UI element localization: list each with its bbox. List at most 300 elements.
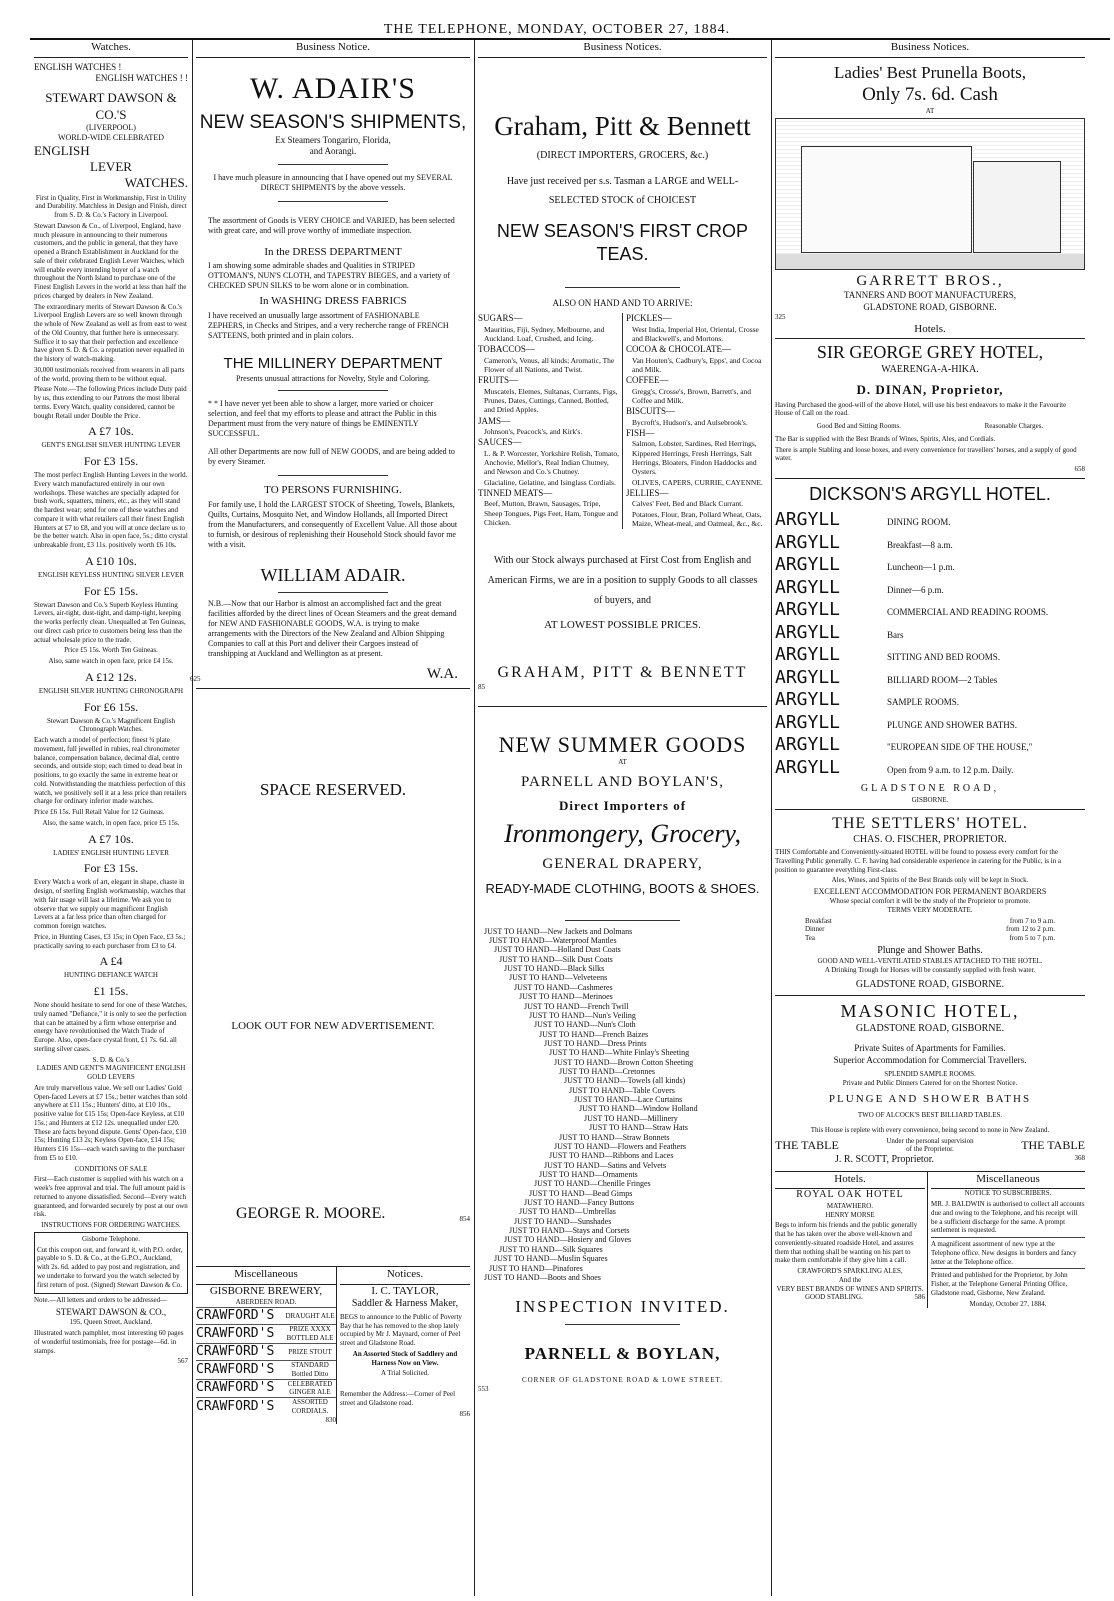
grocery-item	[626, 406, 767, 427]
price: A £4	[99, 954, 123, 969]
headline: NEW SEASON'S SHIPMENTS,	[199, 112, 467, 134]
price: For £5 15s.	[83, 583, 139, 598]
paragraph: MR. J. BALDWIN is authorised to collect all accounts due and owing to the Telephone, and his receipt will be a sufficient discharge for the same. A prompt settlement is requested.	[931, 1200, 1085, 1235]
grocery-heading: SUGARS—	[478, 313, 523, 324]
paragraph: For family use, I hold the LARGEST STOCK of Sheeting, Towels, Blankets, Quilts, Curtains, Mosquito Net, and Window Hollands, all Imported Direct from the Manufacturers, and consequently of Excellent Value. All those about to furnish, or desirous of replenishing their Household Stock should favor me with a visit.	[208, 499, 458, 549]
paragraph: Cut this coupon out, and forward it, with P.O. order, payable to S. D. & Co., at the G.P.O., Auckland, with 2s. 6d. added to pay post and registration, and we undertake to forward you the watch selected by first return of post. (Signed) Stewart Dawson & Co.	[37, 1245, 183, 1289]
paragraph: Whose special comfort it will be the study of the Proprietor to promote.	[829, 897, 1031, 905]
ad-number: 553	[478, 1384, 489, 1393]
just-to-hand-line: JUST TO HAND—Dress Prints	[544, 1038, 647, 1048]
section-heading: Miscellaneous	[931, 1172, 1085, 1190]
crawford-word: CRAWFORD'S	[196, 1380, 275, 1396]
subheading: AT	[925, 106, 935, 115]
coupon-title: Gisborne Telephone.	[81, 1234, 141, 1243]
paragraph: And the	[838, 1275, 862, 1284]
hotel-name: MASONIC HOTEL,	[840, 1001, 1020, 1022]
crawford-product: PRIZE XXXX BOTTLED ALE	[286, 1325, 334, 1342]
grocery-detail: L. & P. Worcester, Yorkshire Relish, Tomato, Anchovie, Mellor's, Real Indian Chutney, and Newson and Co.'s Chutney.	[484, 448, 619, 477]
subheading: WORLD-WIDE CELEBRATED	[58, 132, 164, 142]
paragraph: Private and Public Dinners Catered for on the Shortest Notice.	[842, 1078, 1018, 1087]
advertiser-name: W. ADAIR'S	[250, 71, 416, 105]
argyll-detail: Luncheon—1 p.m.	[887, 562, 955, 573]
proprietor: D. DINAN, Proprietor,	[856, 382, 1004, 398]
argyll-word: ARGYLL	[775, 531, 841, 553]
argyll-detail: Dinner—6 p.m.	[887, 584, 944, 595]
headline: LOOK OUT FOR NEW ADVERTISEMENT.	[231, 1020, 435, 1032]
subheading: Saddler & Harness Maker,	[351, 1298, 459, 1310]
paragraph: Having Purchased the good-will of the above Hotel, will use his best endeavors to make it the Favourite House of Call on the road.	[775, 400, 1067, 418]
grocery-heading: SAUCES—	[478, 437, 522, 448]
section-heading: Business Notice.	[196, 40, 470, 58]
hotel-name: THE SETTLERS' HOTEL.	[832, 814, 1028, 832]
paragraph: I have received an unusually large assortment of FASHIONABLE ZEPHERS, in Checks and Stripes, and a very recherche range of FRENCH SATTEENS, both printed and in plain colors.	[208, 311, 449, 340]
section-heading: Hotels.	[775, 322, 1085, 340]
paragraph: Price, in Hunting Cases, £3 15s; in Open Face, £3 5s.; practically saving to each purchaser from £3 to £4.	[34, 932, 186, 950]
argyll-row	[775, 644, 1085, 667]
paragraph: Reasonable Charges.	[984, 422, 1044, 430]
ad-number: 830	[325, 1415, 336, 1424]
crawford-product: CELEBRATED GINGER ALE	[287, 1379, 333, 1397]
paragraph: Under the personal supervision of the Proprietor.	[886, 1136, 974, 1154]
subheading: VERY BEST BRANDS OF WINES AND SPIRITS.	[776, 1284, 924, 1293]
paragraph: Stewart Dawson and Co.'s Superb Keyless Hunting Levers, air-tight, dust-tight, and damp-tight, keeping the works perfectly clean. Unequalled at Ten Guineas, our direct cash price to customers being less than the actual wholesale price to the trade.	[34, 600, 186, 644]
subheading: AT LOWEST POSSIBLE PRICES.	[544, 619, 701, 632]
subheading: and Aorangi.	[309, 146, 357, 157]
divider	[278, 201, 388, 202]
firm-name: STEWART DAWSON & CO.,	[55, 1307, 167, 1317]
just-to-hand-line: JUST TO HAND—Nun's Veiling	[529, 1010, 636, 1020]
grocery-item	[626, 344, 767, 374]
just-to-hand-line: JUST TO HAND—Straw Hats	[589, 1123, 688, 1133]
subheading: GOOD STABLING.	[805, 1293, 863, 1302]
just-to-hand-line: JUST TO HAND—Ornaments	[539, 1169, 638, 1179]
ad-number: 854	[459, 1215, 470, 1223]
argyll-word: ARGYLL	[775, 711, 841, 733]
meal-row	[805, 934, 1055, 943]
meal-row	[805, 917, 1055, 926]
grocery-detail: West India, Imperial Hot, Oriental, Crosse and Blackwell's, and Mortons.	[632, 324, 759, 343]
paragraph: First—Each customer is supplied with his watch on a week's free approval and trial. The full amount paid is returned to anyone dissatisfied. Second—Every watch guaranteed, and forwarded securely by post at our own risk.	[34, 1175, 188, 1219]
signature: WILLIAM ADAIR.	[260, 564, 406, 585]
brand-sub: (LIVERPOOL)	[86, 122, 136, 132]
crawford-word: CRAWFORD'S	[196, 1398, 275, 1414]
section-heading: Hotels.	[775, 1172, 925, 1190]
headline: NEW SEASON'S FIRST CROP TEAS.	[496, 221, 749, 264]
argyll-row	[775, 622, 1085, 645]
divider	[278, 592, 388, 593]
signature-initials: W.A.	[426, 666, 458, 682]
paragraph: A magnificent assortment of new type at the Telephone office. New designs in borders and fancy letter at the Telephone office.	[931, 1237, 1085, 1266]
grocery-item	[626, 313, 767, 343]
hotel-name: ROYAL OAK HOTEL	[796, 1189, 904, 1201]
just-to-hand-line: JUST TO HAND—Straw Bonnets	[559, 1132, 670, 1142]
just-to-hand-line: JUST TO HAND—Pinafores	[489, 1263, 583, 1273]
just-to-hand-line: JUST TO HAND—Silk Dust Coats	[499, 954, 613, 964]
just-to-hand-line: JUST TO HAND—White Finlay's Sheeting	[549, 1048, 690, 1058]
argyll-detail: SAMPLE ROOMS.	[887, 697, 960, 708]
grocery-heading: TOBACCOS—	[478, 344, 535, 355]
argyll-detail: Bars	[887, 629, 904, 640]
meal-time: from 12 to 2 p.m.	[1006, 925, 1055, 934]
just-to-hand-line: JUST TO HAND—Fancy Buttons	[524, 1198, 635, 1208]
grocery-item	[626, 375, 767, 405]
advertiser-name: I. C. TAYLOR,	[371, 1284, 439, 1297]
advertiser-name: GISBORNE BREWERY,	[209, 1284, 323, 1297]
grocery-detail: Potatoes, Flour, Bran, Pollard Wheat, Oats, Maize, Wheat-meal, and Oatmeal, &c., &c.	[632, 509, 763, 528]
divider	[278, 390, 388, 391]
crawford-word: CRAWFORD'S	[196, 1343, 275, 1359]
headline: NEW SUMMER GOODS	[498, 731, 747, 757]
grocery-detail: Mauritius, Fiji, Sydney, Melbourne, and Auckland. Loaf, Crushed, and Icing.	[484, 324, 605, 343]
grocery-detail: Muscatels, Elemes, Sultanas, Currants, Figs, Prunes, Dates, Cuttings, Canned, Bottled, and Dried Apples.	[484, 386, 618, 415]
argyll-detail: DINING ROOM.	[887, 517, 951, 528]
hotel-name: DICKSON'S ARGYLL HOTEL.	[809, 483, 1051, 504]
argyll-row	[775, 532, 1085, 555]
column-rule	[474, 40, 475, 1596]
grocery-detail: Johnson's, Peacock's, and Kirk's.	[484, 426, 583, 436]
argyll-word: ARGYLL	[775, 644, 841, 666]
paragraph: Illustrated watch pamphlet, most interesting 60 pages of wonderful testimonials, free for postage—6d. in stamps.	[34, 1329, 184, 1355]
address: MATAWHERO.	[826, 1201, 874, 1210]
grocery-detail: Calves' Feet, Bed and Black Currant.	[632, 499, 744, 509]
grocery-item	[478, 488, 619, 527]
ad-number: 856	[459, 1409, 470, 1418]
argyll-detail: COMMERCIAL AND READING ROOMS.	[887, 607, 1049, 618]
just-to-hand-line: JUST TO HAND—Cretonnes	[559, 1067, 656, 1077]
grocery-heading: JAMS—	[478, 415, 511, 426]
grocery-detail: Glacialine, Gelatine, and Isinglass Cordials.	[484, 477, 616, 487]
argyll-word: ARGYLL	[775, 734, 841, 756]
price: For £6 15s.	[83, 699, 139, 714]
just-to-hand-line: JUST TO HAND—Boots and Shoes	[484, 1272, 601, 1282]
paragraph: Each watch a model of perfection; finest ¾ plate movement, full jewelled in rubies, real chronometer balance, compensation balance, decimal dial, centre seconds, and outside stop; each timed to dead beat in positions, to go exactly the same in extreme heat or cold. Notwithstanding the matchless perfection of this watch, we positively sell it at a less price than retailers charge for ordinary inferior made watches.	[34, 736, 187, 806]
argyll-row	[775, 757, 1085, 780]
paragraph: The Bar is supplied with the Best Brands of Wines, Spirits, Ales, and Cordials.	[775, 434, 996, 443]
address: GLADSTONE ROAD, GISBORNE.	[855, 978, 1005, 990]
crawford-brewery-ad	[196, 1267, 337, 1425]
grocery-item	[626, 428, 767, 477]
price: A £7 10s.	[88, 831, 134, 846]
paragraph: * * I have never yet been able to show a larger, more varied or choicer selection, and feel that my efforts to please and attract the Public in this Department must from the very nature of things be EMINENTLY SUCCESSFUL.	[208, 398, 437, 438]
paragraph: With our Stock always purchased at First Cost from English and American Firms, we are in a position to supply Goods to all classes of buyers, and	[487, 555, 758, 607]
brand-name: STEWART DAWSON & CO.'S	[45, 90, 177, 122]
grocery-item	[626, 510, 767, 529]
subheading: ALSO ON HAND AND TO ARRIVE:	[552, 298, 693, 308]
argyll-word: ARGYLL	[775, 666, 841, 688]
subheading: THE TABLE	[1021, 1137, 1085, 1152]
grocery-item	[478, 344, 619, 374]
subheading: Presents unusual attractions for Novelty, Style and Coloring.	[236, 373, 430, 383]
crawford-row	[196, 1307, 336, 1324]
subheading: NOTICE TO SUBSCRIBERS.	[964, 1189, 1052, 1198]
crawford-row	[196, 1379, 336, 1398]
ad-number: 368	[1074, 1154, 1085, 1162]
subheading: Ex Steamers Tongariro, Florida,	[275, 135, 391, 145]
section-heading: Watches.	[34, 40, 188, 58]
meal-name: Tea	[805, 934, 816, 942]
argyll-row	[775, 554, 1085, 577]
royal-oak-ad	[775, 1172, 928, 1309]
divider	[565, 287, 681, 288]
proprietor: CHAS. O. FISCHER, PROPRIETOR.	[853, 833, 1007, 845]
paragraph: GOOD AND WELL-VENTILATED STABLES ATTACHED TO THE HOTEL.	[817, 957, 1043, 966]
paragraph: The assortment of Goods is VERY CHOICE and VARIED, has been selected with great care, and will prove worthy of immediate inspection.	[208, 215, 455, 235]
subheading: Private Suites of Apartments for Families.	[854, 1043, 1006, 1054]
column-rule	[192, 40, 193, 1596]
price: A £12 12s.	[85, 669, 137, 684]
grocery-heading: FISH—	[626, 427, 655, 438]
paragraph: Price £6 15s. Full Retail Value for 12 Guineas.	[34, 808, 165, 816]
subheading: Superior Accommodation for Commercial Travellers.	[833, 1054, 1027, 1065]
meal-name: Breakfast	[805, 916, 832, 925]
paragraph: I have much pleasure in announcing that I have opened out my SEVERAL DIRECT SHIPMENTS by the above vessels.	[213, 172, 453, 192]
headline: ENGLISH	[34, 142, 90, 158]
argyll-detail: BILLIARD ROOM—2 Tables	[887, 674, 998, 685]
headline: THE MILLINERY DEPARTMENT	[223, 355, 443, 372]
column-rule	[771, 40, 772, 1596]
just-to-hand-line: JUST TO HAND—Cashmeres	[514, 982, 613, 992]
paragraph: Price £5 15s. Worth Ten Guineas.	[64, 646, 158, 655]
argyll-word: ARGYLL	[775, 554, 841, 576]
column-business-notices	[478, 40, 767, 1596]
grocery-item	[626, 478, 767, 487]
argyll-word: ARGYLL	[775, 756, 841, 778]
price: A £7 10s.	[88, 424, 134, 439]
grocery-heading: PICKLES—	[626, 313, 672, 324]
paragraph: Good Bed and Sitting Rooms.	[816, 422, 901, 430]
crawford-product: ASSORTED CORDIALS.	[291, 1398, 329, 1415]
argyll-detail: Open from 9 a.m. to 12 p.m. Daily.	[887, 764, 1014, 775]
headline: LEVER	[90, 159, 132, 174]
divider	[278, 164, 388, 165]
product-title: GENT'S ENGLISH SILVER HUNTING LEVER	[41, 441, 181, 450]
grocery-heading: BISCUITS—	[626, 406, 676, 417]
divider	[775, 995, 1085, 996]
storefront-engraving	[775, 118, 1085, 270]
ad-number: 658	[1074, 465, 1085, 473]
grocery-heading: FRUITS—	[478, 375, 519, 386]
paragraph: The most perfect English Hunting Levers in the world. Every watch manufactured entirely in our own workshops. These watches are specially adapted for bush work, squatters, miners, etc., as they will stand the hardest wear; send for one of these watches and compare it with what retailers call their finest English Hunters at £7 to £8, and you will at once declare us to be the better watch. Also in open face, 5s.; ditto crystal unbreakable front, £3 11s. positively worth £6 10s.	[34, 471, 188, 549]
crawford-word: CRAWFORD'S	[196, 1361, 275, 1377]
just-to-hand-line: JUST TO HAND—Millinery	[584, 1113, 678, 1123]
just-to-hand-line: JUST TO HAND—Hosiery and Gloves	[504, 1235, 632, 1245]
subheading: S. D. & Co.'s	[92, 1055, 130, 1064]
column-watches	[34, 40, 188, 1596]
divider	[478, 706, 767, 707]
just-to-hand-line: JUST TO HAND—Umbrellas	[519, 1207, 616, 1217]
paragraph: Every Watch a work of art, elegant in shape, chaste in design, of sterling English workmanship, watches that with fair usage will last a lifetime. We ask you to observe that we supply our magnificent English Levers at a far less price than often charged for common foreign watches.	[34, 878, 186, 930]
grocery-detail: Salmon, Lobster, Sardines, Red Herrings, Kippered Herrings, Fresh Herrings, Salt Herrings, Bloaters, Findon Haddocks and Oysters.	[632, 439, 757, 477]
crawford-word: CRAWFORD'S	[196, 1308, 275, 1323]
subheading: TO PERSONS FURNISHING.	[264, 483, 402, 496]
argyll-detail: Breakfast—8 a.m.	[887, 539, 953, 550]
paragraph: Have just received per s.s. Tasman a LARGE and WELL-SELECTED STOCK of CHOICEST	[506, 176, 739, 206]
just-to-hand-line: JUST TO HAND—Bead Gimps	[529, 1188, 633, 1198]
argyll-list	[775, 509, 1085, 779]
divider	[565, 920, 681, 921]
crawford-row	[196, 1397, 336, 1416]
column-business-notice	[190, 40, 470, 1596]
masthead: THE TELEPHONE, MONDAY, OCTOBER 27, 1884.	[383, 22, 731, 37]
subheading: LADIES AND GENT'S MAGNIFICENT ENGLISH GOLD LEVERS	[36, 1064, 186, 1081]
grocery-heading: COCOA & CHOCOLATE—	[626, 344, 732, 355]
proprietor: HENRY MORSE	[825, 1210, 875, 1219]
just-to-hand-line: JUST TO HAND—Black Silks	[504, 964, 605, 974]
address: GLADSTONE ROAD, GISBORNE.	[863, 301, 997, 312]
paragraph: A Trial Solicited.	[380, 1369, 430, 1378]
subheading: SPLENDID SAMPLE ROOMS.	[884, 1069, 976, 1078]
grocery-heading: COFFEE—	[626, 375, 669, 386]
just-to-hand-line: JUST TO HAND—Holland Dust Coats	[494, 945, 621, 955]
subheading: TWO OF ALCOCK'S BEST BILLIARD TABLES.	[857, 1111, 1003, 1119]
price: A £10 10s.	[85, 553, 137, 568]
just-to-hand-line: JUST TO HAND—Velveteens	[509, 973, 608, 983]
subheading: GENERAL DRAPERY,	[542, 855, 703, 872]
just-to-hand-line: JUST TO HAND—Sunshades	[514, 1216, 612, 1226]
heading: ENGLISH WATCHES !	[34, 61, 122, 72]
product-title: ENGLISH KEYLESS HUNTING SILVER LEVER	[38, 570, 184, 579]
proprietor: J. R. SCOTT, Proprietor.	[835, 1154, 934, 1165]
address: GLADSTONE ROAD, GISBORNE.	[855, 1022, 1005, 1034]
argyll-word: ARGYLL	[775, 689, 841, 711]
grocery-item	[478, 313, 619, 343]
section-heading: Notices.	[340, 1267, 470, 1285]
headline: WATCHES.	[124, 175, 188, 191]
grocery-item	[478, 375, 619, 414]
subheading: INSTRUCTIONS FOR ORDERING WATCHES.	[41, 1221, 181, 1229]
paragraph: THIS Comfortable and Conveniently-situated HOTEL will be found to possess every comfort for the Travelling Public generally. C. F. having had considerable experience in catering for the Public, is in a position to guarantee everything First-class.	[775, 848, 1062, 874]
just-to-hand-line: JUST TO HAND—Chenille Fringes	[534, 1179, 651, 1189]
subheading: EXCELLENT ACCOMMODATION FOR PERMANENT BOARDERS	[813, 887, 1047, 896]
argyll-row	[775, 509, 1085, 532]
section-heading: Miscellaneous	[196, 1267, 336, 1285]
meal-time: from 7 to 9 a.m.	[1009, 916, 1055, 925]
grocery-list-right	[623, 313, 767, 529]
price-headline: Only 7s. 6d. Cash	[862, 84, 998, 105]
address: 195, Queen Street, Auckland.	[69, 1318, 153, 1327]
just-to-hand-line: JUST TO HAND—Waterproof Mantles	[489, 935, 617, 945]
paragraph: The extraordinary merits of Stewart Dawson & Co.'s Liverpool English Levers are so well known through the whole of New Zealand as well as from east to west of the Old Country, that further here is unnecessary. Suffice it to say that their perfection and excellence have given S. D. & Co. a reputation never equalled in the history of watch-making.	[34, 302, 187, 363]
just-to-hand-line: JUST TO HAND—Stays and Corsets	[509, 1226, 630, 1236]
paragraph: Are truly marvellous value. We sell our Ladies' Gold Open-faced Levers at £7 15s.; better watches than sold anywhere at £11 15s.; Hunters' ditto, at £10 10s., positive value for £15 15s; Open-face Keyless, at £10 15s.; and Hunters at £12 12s. unequalled under £20. These are facts beyond dispute. Gents' Open-face, £10 15s; Hunting £13 2s; Keyless Open-face, £14 15s; Hunters £16 15s—each watch saving to the purchaser from £5 to £10.	[34, 1083, 188, 1162]
paragraph: Also, same watch in open face, price £4 15s.	[48, 657, 174, 665]
divider	[775, 809, 1085, 810]
paragraph: All other Departments are now full of NEW GOODS, and are being added to by every Steamer.	[208, 446, 455, 466]
just-to-hand-line: JUST TO HAND—New Jackets and Dolmans	[484, 926, 633, 936]
just-to-hand-line: JUST TO HAND—Brown Cotton Sheeting	[554, 1057, 694, 1067]
grocery-detail: Van Houten's, Cadbury's, Epps', and Cocoa and Milk.	[632, 355, 762, 374]
argyll-word: ARGYLL	[775, 599, 841, 621]
advertiser-name: Graham, Pitt & Bennett	[494, 110, 751, 141]
subheading: In WASHING DRESS FABRICS	[259, 295, 407, 308]
product-title: ENGLISH SILVER HUNTING CHRONOGRAPH	[38, 686, 184, 695]
taylor-ad	[337, 1267, 470, 1425]
advertiser-name: PARNELL & BOYLAN,	[524, 1343, 721, 1363]
paragraph: Stewart Dawson & Co., of Liverpool, England, have much pleasure in announcing to their numerous customers, and the public in general, that they have opened a Branch Establishment in Auckland for the sale of their celebrated English Lever Watches, which will enable every intending buyer of a watch throughout the North Island to purchase one of the Finest English Levers in the world at less than half the prices charged by dealers in New Zealand.	[34, 221, 187, 300]
grocery-heading: TINNED MEATS—	[478, 488, 553, 498]
paragraph: Please Note.—The following Prices include Duty paid by us, thus extending to our Patrons the most liberal terms. Every Watch, quality considered, cannot be bought Retail under Double the Price.	[34, 385, 187, 420]
subheading: AT	[618, 758, 627, 767]
subheading: In the DRESS DEPARTMENT	[264, 245, 402, 258]
paragraph: N.B.—Now that our Harbor is almost an accomplished fact and the great facilities afforded by the direct lines of Ocean Steamers and the great demand for NEW AND FASHIONABLE GOODS, W.A. is trying to make arrangements with the Directors of the New Zealand and Albion Shipping Companies to call at this Port and deliver their Cargoes instead of transhipping at Auckland and Wellington as at present.	[208, 599, 457, 658]
headline: INSPECTION INVITED.	[515, 1297, 730, 1317]
argyll-word: ARGYLL	[775, 576, 841, 598]
section-heading: Business Notices.	[478, 40, 767, 58]
just-to-hand-line: JUST TO HAND—Merinoes	[519, 992, 613, 1002]
product-title: LADIES' ENGLISH HUNTING LEVER	[53, 848, 169, 857]
crawford-row	[196, 1343, 336, 1360]
issue-date: Monday, October 27, 1884.	[969, 1299, 1047, 1308]
just-to-hand-line: JUST TO HAND—Lace Curtains	[574, 1095, 683, 1105]
divider	[775, 478, 1085, 479]
crawford-product: DRAUGHT ALE	[285, 1311, 335, 1320]
subscriber-notice	[928, 1172, 1085, 1309]
price: £1 15s.	[93, 984, 129, 998]
advertiser-name: GARRETT BROS.,	[856, 272, 1004, 289]
subheading: (DIRECT IMPORTERS, GROCERS, &c.)	[536, 149, 709, 161]
paragraph: 30,000 testimonials received from wearers in all parts of the world, proving them to be without equal.	[34, 365, 185, 383]
address: GISBORNE.	[911, 795, 949, 804]
address: ABERDEEN ROAD.	[235, 1298, 297, 1307]
just-to-hand-line: JUST TO HAND—Towels (all kinds)	[564, 1076, 686, 1086]
imprint: Printed and published for the Proprietor, by John Fisher, at the Telephone General Printing Office, Gladstone road, Gisborne, New Zealand.	[931, 1268, 1085, 1297]
address: GLADSTONE ROAD,	[860, 783, 1000, 795]
hotel-name: SIR GEORGE GREY HOTEL,	[816, 342, 1044, 363]
divider	[565, 1324, 681, 1325]
advertiser-name: PARNELL AND BOYLAN'S,	[520, 774, 725, 791]
grocery-item	[478, 478, 619, 487]
argyll-detail: PLUNGE AND SHOWER BATHS.	[887, 719, 1018, 730]
paragraph: There is ample Stabling and loose boxes, and every convenience for travellers' horses, and a supply of good water.	[775, 445, 1077, 463]
paragraph: A Drinking Trough for Horses will be constantly supplied with fresh water.	[824, 966, 1036, 974]
argyll-row	[775, 667, 1085, 690]
paragraph: Remember the Address:—Corner of Peel street and Gladstone road.	[340, 1390, 456, 1407]
subheading: READY-MADE CLOTHING, BOOTS & SHOES.	[485, 881, 760, 897]
space-reserved: SPACE RESERVED.	[259, 779, 407, 799]
paragraph: I am showing some admirable shades and Qualities in STRIPED OTTOMAN'S, NUN'S CLOTH, and TAPESTRY BIEGES, and a variety of CHECKED SPUN SILKS to be worn alone or in combination.	[208, 261, 451, 291]
address: CORNER OF GLADSTONE ROAD & LOWE STREET.	[521, 1375, 724, 1384]
crawford-product: PRIZE STOUT	[288, 1347, 332, 1356]
paragraph: Stewart Dawson & Co.'s Magnificent English Chronograph Watches.	[46, 716, 176, 734]
crawford-product: STANDARD Bottled Ditto	[291, 1361, 329, 1378]
just-to-hand-line: JUST TO HAND—French Baizes	[539, 1029, 649, 1039]
argyll-row	[775, 689, 1085, 712]
divider	[196, 688, 470, 689]
paragraph: An Assorted Stock of Saddlery and Harness Now on View.	[352, 1349, 458, 1367]
price: For £3 15s.	[83, 861, 139, 876]
just-to-hand-line: JUST TO HAND—French Twill	[524, 1001, 629, 1011]
subheading: THE TABLE	[775, 1137, 839, 1152]
argyll-row	[775, 599, 1085, 622]
subheading: CRAWFORD'S SPARKLING ALES,	[797, 1267, 903, 1275]
argyll-row	[775, 734, 1085, 757]
price: For £3 15s.	[83, 454, 139, 468]
subheading: Plunge and Shower Baths.	[877, 944, 983, 956]
subheading: TANNERS AND BOOT MANUFACTURERS,	[844, 290, 1016, 301]
paragraph: Also, the same watch, in open face, price £5 15s.	[42, 818, 180, 827]
grocery-item	[478, 437, 619, 476]
just-to-hand-line: JUST TO HAND—Silk Squares	[499, 1244, 603, 1254]
just-to-hand-line: JUST TO HAND—Table Covers	[569, 1085, 675, 1095]
argyll-row	[775, 712, 1085, 735]
paragraph: Note.—All letters and orders to be addressed—	[34, 1296, 168, 1305]
ad-number: 586	[914, 1293, 925, 1302]
column-hotels	[775, 40, 1085, 1596]
argyll-word: ARGYLL	[775, 621, 841, 643]
subheading: PLUNGE AND SHOWER BATHS	[828, 1093, 1032, 1106]
paragraph: None should hesitate to send for one of these Watches, truly named "Defiance," it is only to see the perfection that can be attained by a firm whose enterprise and energy have revolutionised the Watch Trade of Europe. Also, open-face crystal front, £1 7s. 6d. all sterling silver cases.	[34, 1001, 187, 1053]
just-to-hand-list	[478, 927, 767, 1283]
